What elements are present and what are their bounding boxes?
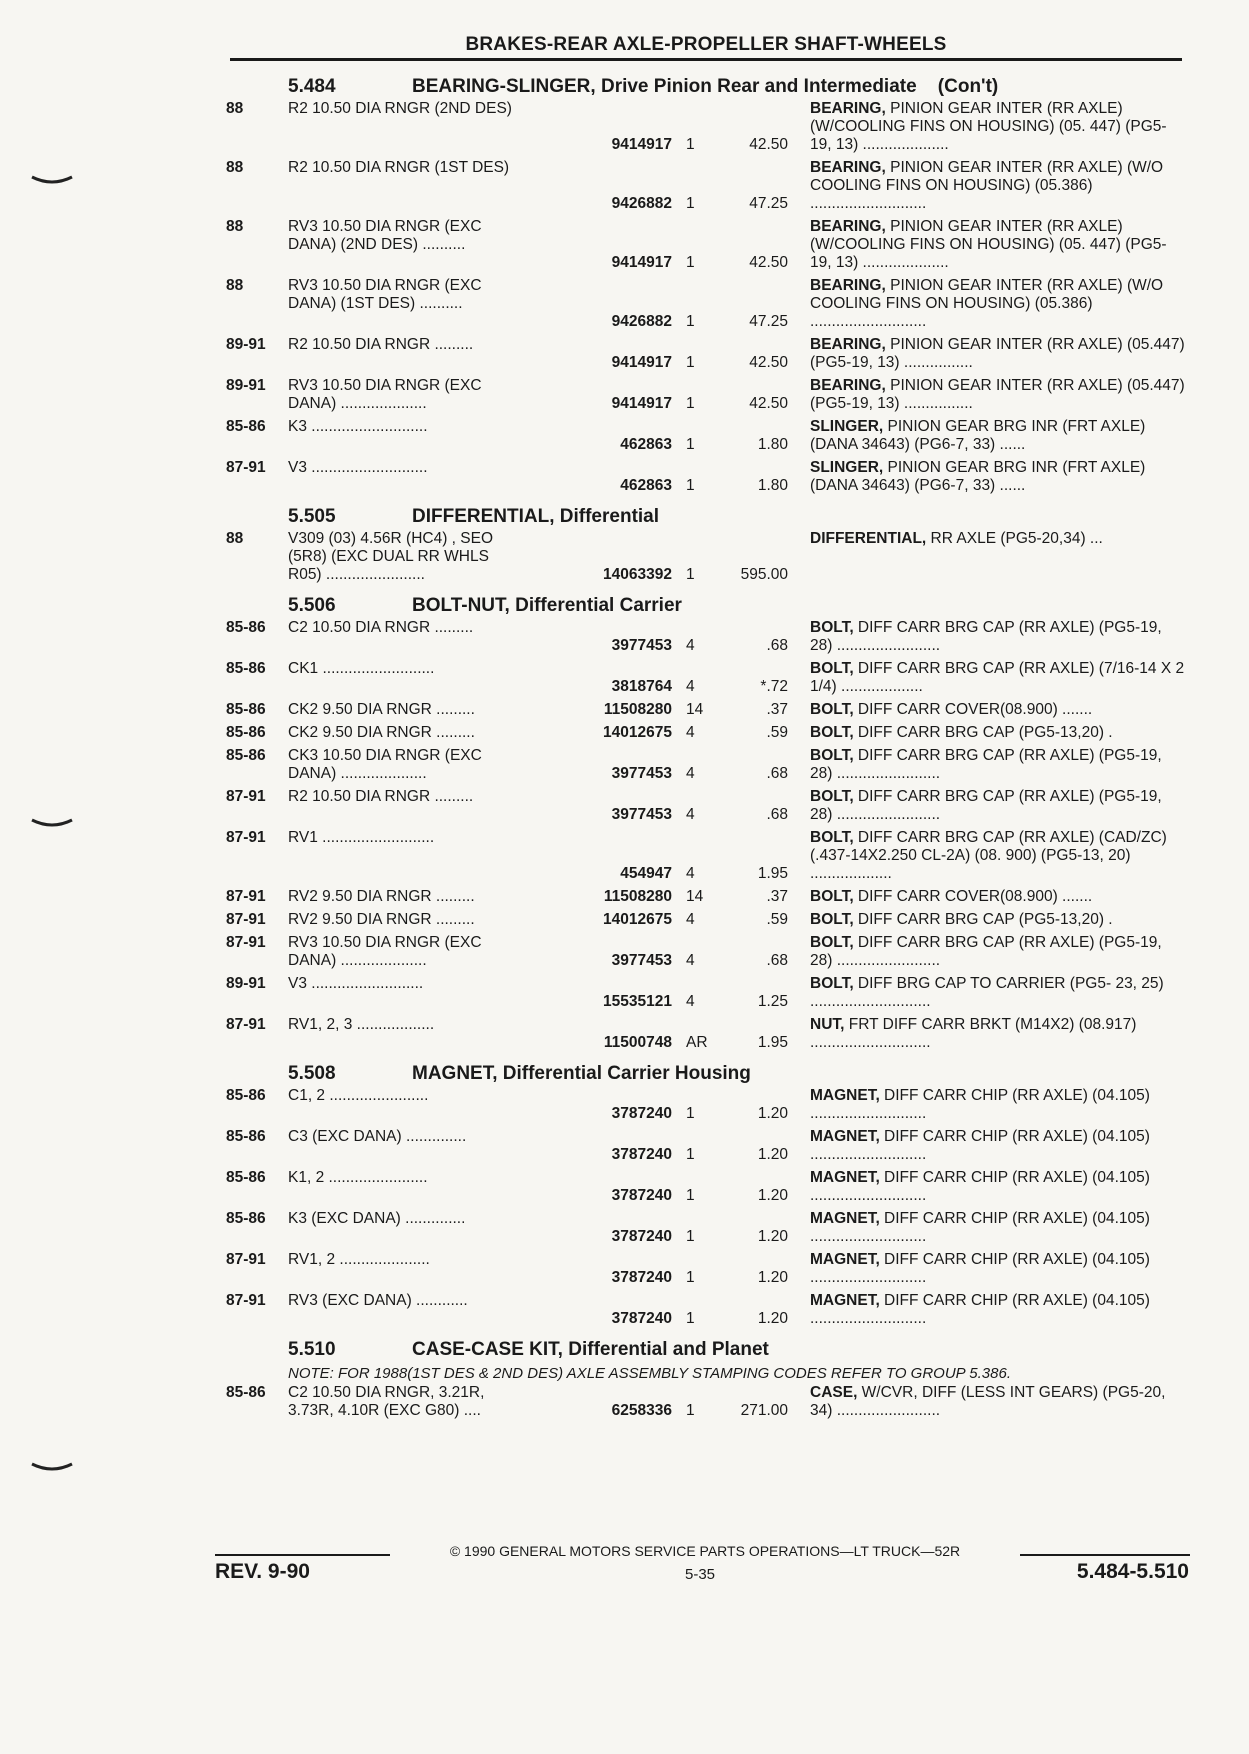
description-keyword: BEARING, (810, 100, 886, 117)
section-title-main: CASE-CASE KIT, (412, 1339, 563, 1360)
part-row (226, 1016, 1186, 1052)
description (796, 459, 1186, 495)
section-title-main: MAGNET, (412, 1063, 498, 1084)
application: RV3 10.50 DIA RNGR (EXC DANA) (1ST DES) .......... (288, 277, 482, 312)
part-row (226, 159, 1186, 213)
description-keyword: BOLT, (810, 829, 854, 846)
description-text: PINION GEAR INTER (RR AXLE) (W/O COOLING FINS ON HOUSING) (05.386) ........................... (810, 277, 1164, 330)
part-row (226, 1292, 1186, 1328)
section-number: 5.505 (288, 506, 336, 527)
part-row (226, 975, 1186, 1011)
part-number: 6258336 (611, 1402, 672, 1419)
description-keyword: CASE, (810, 1384, 858, 1401)
model-year: 87-91 (226, 911, 266, 928)
price: 1.20 (757, 1310, 788, 1327)
description-text: PINION GEAR BRG INR (FRT AXLE) (DANA 34643) (PG6-7, 33) ...... (810, 418, 1146, 453)
description (796, 1292, 1186, 1328)
price: 42.50 (749, 354, 788, 371)
description-text: PINION GEAR INTER (RR AXLE) (W/COOLING FINS ON HOUSING) (05. 447) (PG5-19, 13) .................... (810, 100, 1167, 153)
part-number: 3787240 (611, 1146, 672, 1163)
description (796, 701, 1186, 719)
part-number: 3977453 (611, 637, 672, 654)
quantity: 1 (686, 354, 695, 371)
description-text: DIFF CARR BRG CAP (PG5-13,20) . (853, 911, 1113, 928)
description (796, 660, 1186, 696)
part-number: 9414917 (611, 354, 672, 371)
binder-hole-mark (30, 818, 74, 828)
application: K3 ........................... (288, 418, 428, 435)
description-keyword: BEARING, (810, 218, 886, 235)
quantity: 4 (686, 865, 695, 882)
parts-list (226, 70, 1186, 1425)
section-heading (226, 70, 1186, 100)
application: CK2 9.50 DIA RNGR ......... (288, 701, 475, 718)
part-number: 9426882 (611, 313, 672, 330)
application: C3 (EXC DANA) .............. (288, 1128, 467, 1145)
quantity: 4 (686, 993, 695, 1010)
footer-rule-right (1020, 1554, 1190, 1556)
section-heading (226, 1333, 1186, 1363)
application: V309 (03) 4.56R (HC4) , SEO (5R8) (EXC DUAL RR WHLS R05) ....................... (288, 530, 494, 583)
application: RV3 10.50 DIA RNGR (EXC DANA) .................... (288, 934, 482, 969)
section-title (412, 1063, 751, 1085)
quantity: 1 (686, 1269, 695, 1286)
description (796, 888, 1186, 906)
footer-rule-left (215, 1554, 390, 1556)
description-text: DIFF CARR BRG CAP (RR AXLE) (PG5-19, 28) ........................ (810, 934, 1162, 969)
part-row (226, 1169, 1186, 1205)
section-note: NOTE: FOR 1988(1ST DES & 2ND DES) AXLE ASSEMBLY STAMPING CODES REFER TO GROUP 5.386. (288, 1365, 1011, 1382)
part-number: 14012675 (603, 911, 672, 928)
description (796, 336, 1186, 372)
section-title-rest: Differential (554, 506, 660, 527)
page-header-title: BRAKES-REAR AXLE-PROPELLER SHAFT-WHEELS (465, 34, 947, 55)
part-number: 9426882 (611, 195, 672, 212)
description (796, 975, 1186, 1011)
model-year: 85-86 (226, 747, 266, 764)
part-number: 9414917 (611, 254, 672, 271)
description-keyword: BOLT, (810, 911, 854, 928)
part-row (226, 100, 1186, 154)
part-number: 15535121 (603, 993, 672, 1010)
description-text: DIFF CARR CHIP (RR AXLE) (04.105) ........................... (810, 1292, 1150, 1327)
part-number: 9414917 (611, 136, 672, 153)
price: 271.00 (740, 1402, 788, 1419)
price: 1.20 (757, 1146, 788, 1163)
description (796, 911, 1186, 929)
description-text: W/CVR, DIFF (LESS INT GEARS) (PG5-20, 34) ........................ (810, 1384, 1166, 1419)
application: RV2 9.50 DIA RNGR ......... (288, 888, 475, 905)
description (796, 747, 1186, 783)
model-year: 85-86 (226, 1128, 266, 1145)
model-year: 85-86 (226, 724, 266, 741)
application: R2 10.50 DIA RNGR ......... (288, 788, 474, 805)
quantity: 1 (686, 1228, 695, 1245)
description-keyword: BOLT, (810, 888, 854, 905)
model-year: 85-86 (226, 1169, 266, 1186)
description-text: PINION GEAR INTER (RR AXLE) (05.447) (PG5-19, 13) ................ (810, 377, 1185, 412)
description-keyword: SLINGER, (810, 418, 884, 435)
section-title-suffix: (Con't) (937, 76, 999, 97)
section-number: 5.506 (288, 595, 336, 616)
price: .68 (766, 765, 788, 782)
model-year: 89-91 (226, 975, 266, 992)
part-row (226, 1210, 1186, 1246)
model-year: 89-91 (226, 336, 266, 353)
part-number: 3787240 (611, 1105, 672, 1122)
description (796, 1128, 1186, 1164)
description-text: PINION GEAR INTER (RR AXLE) (05.447) (PG5-19, 13) ................ (810, 336, 1185, 371)
application: CK3 10.50 DIA RNGR (EXC DANA) .................... (288, 747, 482, 782)
application: RV3 10.50 DIA RNGR (EXC DANA) .................... (288, 377, 482, 412)
quantity: 1 (686, 477, 695, 494)
quantity: AR (686, 1034, 708, 1051)
part-row (226, 619, 1186, 655)
quantity: 1 (686, 436, 695, 453)
description-text: PINION GEAR BRG INR (FRT AXLE) (DANA 34643) (PG6-7, 33) ...... (810, 459, 1146, 494)
description-text: DIFF CARR CHIP (RR AXLE) (04.105) ........................... (810, 1210, 1150, 1245)
part-number: 11500748 (603, 1034, 672, 1051)
application: C1, 2 ....................... (288, 1087, 429, 1104)
part-number: 3787240 (611, 1269, 672, 1286)
description-keyword: MAGNET, (810, 1128, 880, 1145)
description-keyword: BOLT, (810, 701, 854, 718)
price: .37 (766, 888, 788, 905)
price: 1.20 (757, 1105, 788, 1122)
description-text: DIFF CARR BRG CAP (RR AXLE) (7/16-14 X 2 1/4) ................... (810, 660, 1185, 695)
section-number: 5.508 (288, 1063, 336, 1084)
part-row (226, 911, 1186, 929)
section-title-rest: Differential Carrier (509, 595, 682, 616)
model-year: 87-91 (226, 788, 266, 805)
description-keyword: BOLT, (810, 747, 854, 764)
price: 42.50 (749, 395, 788, 412)
price: 1.95 (757, 865, 788, 882)
model-year: 85-86 (226, 418, 266, 435)
quantity: 4 (686, 806, 695, 823)
application: R2 10.50 DIA RNGR (1ST DES) (288, 159, 510, 176)
section-title-main: DIFFERENTIAL, (412, 506, 555, 527)
model-year: 85-86 (226, 660, 266, 677)
description-keyword: MAGNET, (810, 1251, 880, 1268)
price: .68 (766, 952, 788, 969)
description (796, 159, 1186, 213)
description-text: DIFF CARR CHIP (RR AXLE) (04.105) ........................... (810, 1251, 1150, 1286)
part-row (226, 530, 1186, 584)
price: 47.25 (749, 195, 788, 212)
part-row (226, 934, 1186, 970)
quantity: 1 (686, 566, 695, 583)
section-number: 5.484 (288, 76, 336, 97)
description-keyword: MAGNET, (810, 1169, 880, 1186)
description-keyword: BOLT, (810, 724, 854, 741)
quantity: 4 (686, 911, 695, 928)
description (796, 377, 1186, 413)
application: RV2 9.50 DIA RNGR ......... (288, 911, 475, 928)
model-year: 87-91 (226, 1251, 266, 1268)
application: RV1, 2 ..................... (288, 1251, 430, 1268)
section-title-rest: Differential and Planet (562, 1339, 769, 1360)
quantity: 4 (686, 765, 695, 782)
description-text: DIFF CARR CHIP (RR AXLE) (04.105) ........................... (810, 1128, 1150, 1163)
model-year: 85-86 (226, 1384, 266, 1401)
section-title (412, 76, 998, 98)
quantity: 1 (686, 313, 695, 330)
part-number: 3787240 (611, 1310, 672, 1327)
quantity: 1 (686, 1187, 695, 1204)
part-number: 3787240 (611, 1228, 672, 1245)
description (796, 1251, 1186, 1287)
model-year: 87-91 (226, 934, 266, 951)
part-row (226, 660, 1186, 696)
part-number: 462863 (620, 436, 672, 453)
part-row (226, 888, 1186, 906)
description-text: DIFF CARR COVER(08.900) ....... (853, 701, 1093, 718)
part-row (226, 336, 1186, 372)
description (796, 619, 1186, 655)
part-number: 11508280 (603, 701, 672, 718)
section-heading (226, 500, 1186, 530)
part-number: 14012675 (603, 724, 672, 741)
description-text: DIFF CARR BRG CAP (RR AXLE) (PG5-19, 28) ........................ (810, 788, 1162, 823)
price: .37 (766, 701, 788, 718)
quantity: 1 (686, 195, 695, 212)
part-row (226, 701, 1186, 719)
model-year: 88 (226, 218, 244, 235)
description-keyword: BOLT, (810, 660, 854, 677)
description (796, 100, 1186, 154)
price: 1.80 (757, 436, 788, 453)
section-heading (226, 589, 1186, 619)
part-number: 3787240 (611, 1187, 672, 1204)
quantity: 14 (686, 888, 704, 905)
price: 1.20 (757, 1228, 788, 1245)
description (796, 788, 1186, 824)
model-year: 88 (226, 100, 244, 117)
model-year: 88 (226, 159, 244, 176)
quantity: 4 (686, 637, 695, 654)
quantity: 14 (686, 701, 704, 718)
price: 595.00 (740, 566, 788, 583)
application: K1, 2 ....................... (288, 1169, 428, 1186)
footer-copyright: © 1990 GENERAL MOTORS SERVICE PARTS OPERATIONS—LT TRUCK—52R (449, 1543, 961, 1559)
model-year: 87-91 (226, 1292, 266, 1309)
quantity: 4 (686, 678, 695, 695)
part-number: 3977453 (611, 952, 672, 969)
application: RV1, 2, 3 .................. (288, 1016, 435, 1033)
section-title (412, 595, 682, 617)
description-text: DIFF CARR BRG CAP (RR AXLE) (CAD/ZC) (.437-14X2.250 CL-2A) (08. 900) (PG5-13, 20) ................... (810, 829, 1167, 882)
application: K3 (EXC DANA) .............. (288, 1210, 466, 1227)
footer-revision: REV. 9-90 (215, 1560, 310, 1583)
price: 1.20 (757, 1187, 788, 1204)
description-text: DIFF CARR CHIP (RR AXLE) (04.105) ........................... (810, 1087, 1150, 1122)
model-year: 87-91 (226, 459, 266, 476)
price: 1.25 (757, 993, 788, 1010)
description-text: DIFF BRG CAP TO CARRIER (PG5- 23, 25) ............................ (810, 975, 1164, 1010)
description-text: DIFF CARR BRG CAP (PG5-13,20) . (853, 724, 1113, 741)
description-keyword: DIFFERENTIAL, (810, 530, 927, 547)
description-text: DIFF CARR BRG CAP (RR AXLE) (PG5-19, 28) ........................ (810, 619, 1162, 654)
price: .59 (766, 724, 788, 741)
quantity: 1 (686, 136, 695, 153)
description-text: DIFF CARR BRG CAP (RR AXLE) (PG5-19, 28) ........................ (810, 747, 1162, 782)
application: R2 10.50 DIA RNGR ......... (288, 336, 474, 353)
model-year: 85-86 (226, 701, 266, 718)
model-year: 85-86 (226, 1087, 266, 1104)
description (796, 1169, 1186, 1205)
description-text: DIFF CARR COVER(08.900) ....... (853, 888, 1093, 905)
catalog-section (226, 1333, 1186, 1420)
application: CK2 9.50 DIA RNGR ......... (288, 724, 475, 741)
model-year: 87-91 (226, 829, 266, 846)
description (796, 934, 1186, 970)
section-title (412, 1339, 769, 1361)
description (796, 724, 1186, 742)
description (796, 418, 1186, 454)
spacer (917, 76, 938, 97)
catalog-section (226, 589, 1186, 1052)
part-number: 462863 (620, 477, 672, 494)
description-keyword: NUT, (810, 1016, 845, 1033)
quantity: 1 (686, 1146, 695, 1163)
application: C2 10.50 DIA RNGR ......... (288, 619, 474, 636)
description-keyword: SLINGER, (810, 459, 884, 476)
catalog-section (226, 70, 1186, 495)
description (796, 1210, 1186, 1246)
part-number: 9414917 (611, 395, 672, 412)
description-text: PINION GEAR INTER (RR AXLE) (W/O COOLING FINS ON HOUSING) (05.386) ........................... (810, 159, 1164, 212)
quantity: 4 (686, 952, 695, 969)
part-row (226, 218, 1186, 272)
part-number: 454947 (620, 865, 672, 882)
quantity: 1 (686, 395, 695, 412)
price: 1.95 (757, 1034, 788, 1051)
description-keyword: MAGNET, (810, 1087, 880, 1104)
description (796, 530, 1186, 548)
part-row (226, 1087, 1186, 1123)
description (796, 1087, 1186, 1123)
part-number: 14063392 (603, 566, 672, 583)
part-number: 11508280 (603, 888, 672, 905)
part-row (226, 459, 1186, 495)
description-text: FRT DIFF CARR BRKT (M14X2) (08.917) ............................ (810, 1016, 1137, 1051)
price: 42.50 (749, 254, 788, 271)
description-keyword: BEARING, (810, 377, 886, 394)
part-number: 3977453 (611, 806, 672, 823)
binder-hole-mark (30, 1462, 74, 1472)
description-keyword: BEARING, (810, 159, 886, 176)
model-year: 85-86 (226, 619, 266, 636)
model-year: 87-91 (226, 888, 266, 905)
description-text: RR AXLE (PG5-20,34) ... (926, 530, 1103, 547)
application: V3 .......................... (288, 975, 424, 992)
price: .59 (766, 911, 788, 928)
quantity: 1 (686, 254, 695, 271)
description (796, 277, 1186, 331)
part-number: 3977453 (611, 765, 672, 782)
model-year: 89-91 (226, 377, 266, 394)
application: CK1 .......................... (288, 660, 435, 677)
part-row (226, 747, 1186, 783)
section-title-rest: Drive Pinion Rear and Intermediate (595, 76, 917, 97)
part-row (226, 788, 1186, 824)
section-title-main: BOLT-NUT, (412, 595, 510, 616)
application: RV1 .......................... (288, 829, 435, 846)
description-keyword: BOLT, (810, 975, 854, 992)
price: 47.25 (749, 313, 788, 330)
catalog-section (226, 500, 1186, 584)
description-text: DIFF CARR CHIP (RR AXLE) (04.105) ........................... (810, 1169, 1150, 1204)
application: V3 ........................... (288, 459, 428, 476)
section-title-main: BEARING-SLINGER, (412, 76, 596, 97)
model-year: 87-91 (226, 1016, 266, 1033)
description-keyword: MAGNET, (810, 1292, 880, 1309)
section-title-rest: Differential Carrier Housing (497, 1063, 751, 1084)
footer-section-range: 5.484-5.510 (1076, 1560, 1189, 1583)
description-keyword: BOLT, (810, 934, 854, 951)
description (796, 1384, 1186, 1420)
price: 42.50 (749, 136, 788, 153)
header-rule (230, 58, 1182, 61)
model-year: 88 (226, 530, 244, 547)
part-number: 3818764 (611, 678, 672, 695)
description-keyword: BOLT, (810, 619, 854, 636)
part-row (226, 1128, 1186, 1164)
price: *.72 (760, 678, 788, 695)
application: C2 10.50 DIA RNGR, 3.21R, 3.73R, 4.10R (EXC G80) .... (288, 1384, 485, 1419)
application: RV3 10.50 DIA RNGR (EXC DANA) (2ND DES) .......... (288, 218, 482, 253)
description-keyword: BOLT, (810, 788, 854, 805)
part-row (226, 418, 1186, 454)
model-year: 88 (226, 277, 244, 294)
model-year: 85-86 (226, 1210, 266, 1227)
part-row (226, 377, 1186, 413)
price: .68 (766, 806, 788, 823)
section-title (412, 506, 659, 528)
price: 1.80 (757, 477, 788, 494)
quantity: 4 (686, 724, 695, 741)
description (796, 1016, 1186, 1052)
description-text: PINION GEAR INTER (RR AXLE) (W/COOLING FINS ON HOUSING) (05. 447) (PG5-19, 13) .................... (810, 218, 1167, 271)
part-row (226, 277, 1186, 331)
quantity: 1 (686, 1310, 695, 1327)
part-row (226, 829, 1186, 883)
description-keyword: MAGNET, (810, 1210, 880, 1227)
price: 1.20 (757, 1269, 788, 1286)
description (796, 829, 1186, 883)
description-keyword: BEARING, (810, 277, 886, 294)
part-row (226, 724, 1186, 742)
binder-hole-mark (30, 175, 74, 185)
quantity: 1 (686, 1105, 695, 1122)
application: R2 10.50 DIA RNGR (2ND DES) (288, 100, 512, 117)
description-keyword: BEARING, (810, 336, 886, 353)
part-row (226, 1251, 1186, 1287)
section-heading (226, 1057, 1186, 1087)
part-row (226, 1384, 1186, 1420)
footer-page-number: 5-35 (684, 1566, 716, 1583)
price: .68 (766, 637, 788, 654)
application: RV3 (EXC DANA) ............ (288, 1292, 468, 1309)
catalog-section (226, 1057, 1186, 1328)
section-number: 5.510 (288, 1339, 336, 1360)
description (796, 218, 1186, 272)
quantity: 1 (686, 1402, 695, 1419)
